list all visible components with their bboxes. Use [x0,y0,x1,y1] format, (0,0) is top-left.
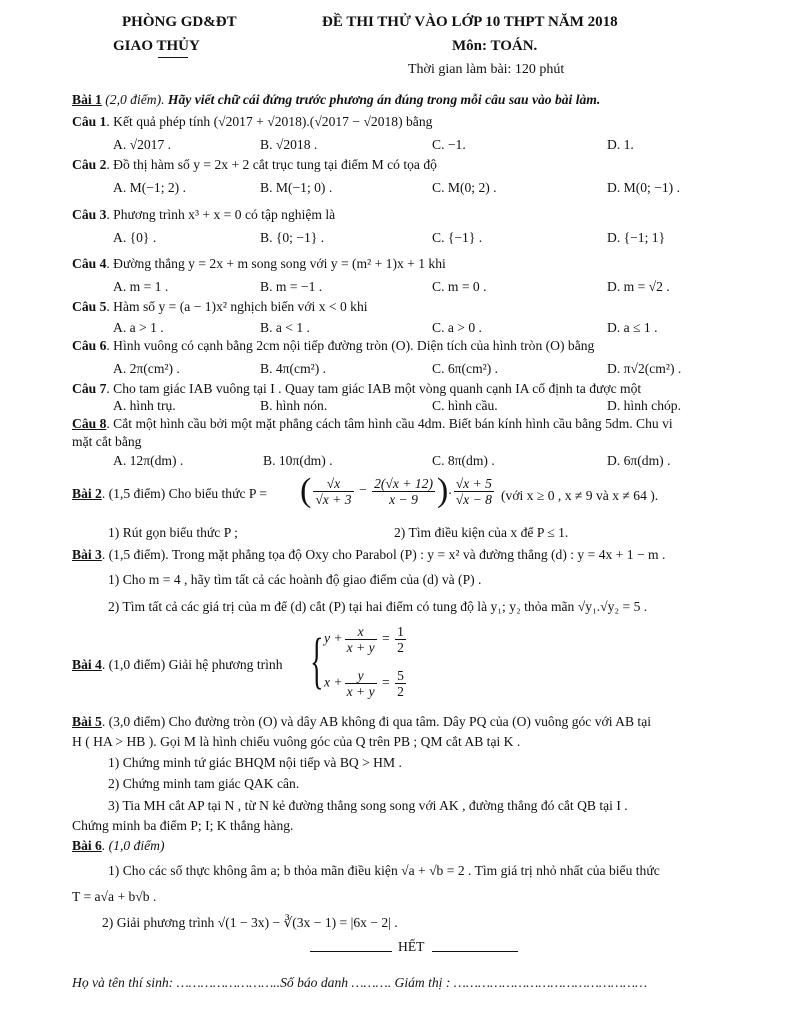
bai6-label: Bài 6 [72,838,102,853]
bai5-q3-cont: Chứng minh ba điểm P; I; K thẳng hàng. [72,818,294,833]
cau6-option-a: A. 2π(cm²) . [113,361,180,376]
bai4-eq2-lhs: x + [324,674,343,690]
bai2-frac1-num: √x [313,476,353,492]
cau4-text [72,256,446,272]
cau1-text [72,114,432,130]
bai6-points: . (1,0 điểm) [101,838,165,853]
bai4-eq2-equals: = [378,674,394,690]
cau8-option-b: B. 10π(dm) . [263,453,333,468]
cau8-option-d: D. 6π(dm) . [607,453,671,468]
cau2-option-a: A. M(−1; 2) . [113,180,186,195]
cau2-stem: . Đồ thị hàm số y = 2x + 2 cắt trục tung tại điểm M có tọa độ [106,157,437,172]
bai6-q1-cont: T = a√a + b√b . [72,889,157,904]
cau7-option-b: B. hình nón. [260,398,328,413]
bai4-eq2-rhs [395,668,406,699]
bai2-frac3-num: √x + 5 [455,475,492,491]
bai4-label: Bài 4 [72,657,102,672]
bai2-close-paren: ) [436,472,449,509]
bai4-brace: { [310,627,324,695]
bai4-intro-text: . (1,0 điểm) Giải hệ phương trình [101,657,283,672]
cau8-option-a: A. 12π(dm) . [113,453,184,468]
cau4-option-c: C. m = 0 . [432,279,487,294]
bai3-intro-text: . (1,5 điểm). Trong mặt phẳng tọa độ Oxy cho Parabol (P) : y = x² và đường thẳng (d) : y = 4x + 1 − m . [101,547,666,562]
bai2-frac2 [372,476,435,507]
bai5-q3: 3) Tia MH cắt AP tại N , từ N kẻ đường thẳng song song với AK , đường thẳng đó cắt QB tại I . [108,798,628,813]
bai2-conditions: (với x ≥ 0 , x ≠ 9 và x ≠ 64 ). [501,488,659,503]
bai1-label: Bài 1 [72,92,102,107]
cau2-label: Câu 2 [72,157,107,172]
cau4-option-b: B. m = −1 . [260,279,323,294]
bai5-intro-cont: H ( HA > HB ). Gọi M là hình chiếu vuông góc của Q trên PB ; QM cắt AB tại K . [72,734,521,749]
bai2-frac1 [313,476,353,507]
bai4-eq1-lhs: y + [324,630,343,646]
bai2-minus: − [355,482,371,498]
bai2-q1: 1) Rút gọn biểu thức P ; [108,525,238,540]
cau5-option-c: C. a > 0 . [432,320,482,335]
bai4-eq1-rhs-den: 2 [397,640,404,655]
cau7-label: Câu 7 [72,381,107,396]
cau6-stem: . Hình vuông có cạnh bằng 2cm nội tiếp đường tròn (O). Diện tích của hình tròn (O) bằng [106,338,595,353]
bai4-eq2-den: x + y [346,684,375,699]
bai2-frac3 [454,476,494,507]
cau5-option-a: A. a > 1 . [113,320,164,335]
bai2-frac2-num: 2(√x + 12) [374,475,433,491]
bai3-q2: 2) Tìm tất cả các giá trị của m để (d) cắt (P) tại hai điểm có tung độ là y₁; y₂ thỏa mãn √y₁.√y₂ = 5 . [108,599,648,614]
cau8-label: Câu 8 [72,416,107,431]
cau5-text [72,299,368,315]
cau3-option-a: A. {0} . [113,230,157,245]
cau8-stem: . Cắt một hình cầu bởi một mặt phẳng cách tâm hình cầu 4dm. Biết bán kính hình cầu bằng 5dm. Chu vi [106,416,673,431]
bai6-q1: 1) Cho các số thực không âm a; b thỏa mãn điều kiện √a + √b = 2 . Tìm giá trị nhỏ nhất của biểu thức [108,863,660,878]
bai3-q1: 1) Cho m = 4 , hãy tìm tất cả các hoành độ giao điểm của (d) và (P) . [108,572,482,587]
cau3-stem: . Phương trình x³ + x = 0 có tập nghiệm là [106,207,336,222]
bai4-intro [72,657,283,673]
cau7-option-d: D. hình chóp. [607,398,682,413]
bai5-q1: 1) Chứng minh tứ giác BHQM nội tiếp và BQ > HM . [108,755,402,770]
bai5-label: Bài 5 [72,714,102,729]
bai4-eq2-rhs-num: 5 [397,668,404,683]
cau4-stem: . Đường thẳng y = 2x + m song song với y = (m² + 1)x + 1 khi [106,256,446,271]
bai4-eq2-num: y [345,668,377,684]
bai2-open-paren: ( [300,472,312,509]
end-line-right [432,951,518,952]
cau3-text [72,207,335,223]
cau7-option-a: A. hình trụ. [113,398,176,413]
exam-time: Thời gian làm bài: 120 phút [408,62,565,77]
cau7-stem: . Cho tam giác IAB vuông tại I . Quay tam giác IAB một vòng quanh cạnh IA cố định ta được một [106,381,642,396]
cau8-text-cont: mặt cắt bằng [72,434,142,449]
cau2-option-b: B. M(−1; 0) . [260,180,333,195]
cau7-option-c: C. hình cầu. [432,398,498,413]
bai3-intro [72,547,665,563]
cau4-option-a: A. m = 1 . [113,279,169,294]
bai1-instruction: Hãy viết chữ cái đứng trước phương án đúng trong mỗi câu sau vào bài làm. [167,92,601,107]
cau8-text [72,416,673,432]
cau5-option-b: B. a < 1 . [260,320,310,335]
bai4-eq1-rhs-num: 1 [397,624,404,639]
cau4-label: Câu 4 [72,256,107,271]
bai4-eq1-frac [345,624,377,655]
bai2-frac2-den: x − 9 [389,491,418,507]
cau6-label: Câu 6 [72,338,107,353]
cau7-text [72,381,641,397]
cau2-text [72,157,437,173]
bai3-label: Bài 3 [72,547,102,562]
bai4-eq2 [324,668,408,699]
cau2-option-c: C. M(0; 2) . [432,180,497,195]
cau1-option-c: C. −1. [432,137,466,152]
bai4-eq1-den: x + y [346,640,375,655]
end-line-left [310,951,392,952]
district-name: GIAO THỦY [113,38,200,54]
cau6-option-d: D. π√2(cm²) . [607,361,682,376]
bai4-eq1 [324,624,408,655]
cau1-stem: . Kết quả phép tính (√2017 + √2018).(√2017 − √2018) bằng [106,114,433,129]
bai4-eq1-rhs [395,624,406,655]
cau8-option-c: C. 8π(dm) . [432,453,495,468]
bai2-expression [300,474,496,508]
candidate-info-footer: Họ và tên thí sinh: ……………………..Số báo danh ………. Giám thị : ………………………………………… [72,975,648,990]
bai2-q2: 2) Tìm điều kiện của x để P ≤ 1. [394,525,569,540]
bai2-frac1-den: √x + 3 [315,491,352,507]
cau3-option-b: B. {0; −1} . [260,230,325,245]
cau6-text [72,338,594,354]
bai4-eq1-equals: = [378,630,394,646]
bai2-dot: . [448,482,452,498]
cau3-option-c: C. {−1} . [432,230,483,245]
bai4-eq2-rhs-den: 2 [397,684,404,699]
cau1-option-a: A. √2017 . [113,137,172,152]
bai6-q2: 2) Giải phương trình √(1 − 3x) − ∛(3x − 1) = |6x − 2| . [102,915,398,930]
cau1-label: Câu 1 [72,114,107,129]
exam-title: ĐỀ THI THỬ VÀO LỚP 10 THPT NĂM 2018 [322,14,618,30]
dept-name: PHÒNG GD&ĐT [122,14,237,30]
header-divider [158,57,188,58]
bai4-eq1-num: x [345,624,377,640]
cau4-option-d: D. m = √2 . [607,279,670,294]
cau3-option-d: D. {−1; 1} [607,230,666,245]
bai1-heading [72,92,600,108]
end-marker: HẾT [398,939,425,954]
cau5-label: Câu 5 [72,299,107,314]
cau1-option-d: D. 1. [607,137,634,152]
cau1-option-b: B. √2018 . [260,137,318,152]
bai5-intro-text: . (3,0 điểm) Cho đường tròn (O) và dây AB không đi qua tâm. Dây PQ của (O) vuông góc với AB tại [101,714,652,729]
bai5-q2: 2) Chứng minh tam giác QAK cân. [108,776,300,791]
cau3-label: Câu 3 [72,207,107,222]
cau6-option-c: C. 6π(cm²) . [432,361,499,376]
cau5-stem: . Hàm số y = (a − 1)x² nghịch biến với x < 0 khi [106,299,368,314]
bai2-intro [72,486,267,502]
bai6-heading [72,838,165,854]
bai2-intro-text: . (1,5 điểm) Cho biểu thức P = [101,486,268,501]
cau5-option-d: D. a ≤ 1 . [607,320,658,335]
bai4-eq2-frac [345,668,377,699]
bai1-points: (2,0 điểm). [101,92,168,107]
cau2-option-d: D. M(0; −1) . [607,180,680,195]
bai2-frac3-den: √x − 8 [455,491,492,507]
bai2-label: Bài 2 [72,486,102,501]
cau6-option-b: B. 4π(cm²) . [260,361,327,376]
bai5-intro [72,714,651,730]
subject: Môn: TOÁN. [452,38,538,54]
